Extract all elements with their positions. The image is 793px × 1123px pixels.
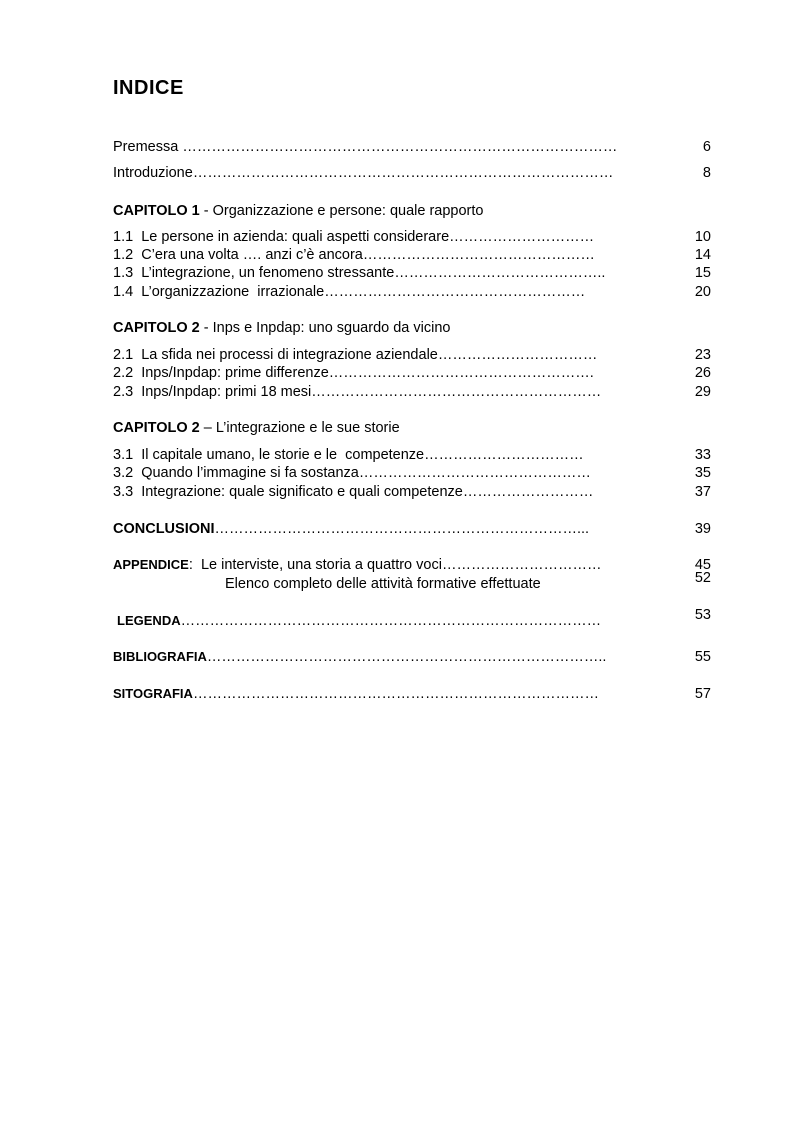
- toc-entry-legenda[interactable]: [113, 607, 713, 630]
- toc-label: Premessa: [113, 139, 183, 155]
- toc-entry-3-3[interactable]: [113, 483, 713, 501]
- toc-page-number: 37: [694, 484, 711, 500]
- toc-entry-sitografia[interactable]: [113, 685, 713, 703]
- toc-label: CONCLUSIONI: [113, 521, 215, 537]
- toc-entry-bibliografia[interactable]: [113, 648, 713, 666]
- toc-page-number: 57: [694, 686, 711, 702]
- chapter-label: CAPITOLO 2: [113, 320, 200, 336]
- chapter-title: - Inps e Inpdap: uno sguardo da vicino: [199, 320, 451, 336]
- toc-leader: …………………………………………: [362, 247, 595, 263]
- toc-entry-1-1[interactable]: [113, 228, 713, 246]
- toc-leader: ……………………………: [441, 557, 602, 573]
- toc-label: 3.3 Integrazione: quale significato e quali competenze: [113, 484, 463, 500]
- toc-page-number: 6: [702, 139, 711, 155]
- toc-leader: ………………………………………………………………………………: [182, 139, 618, 155]
- chapter-label: CAPITOLO 1: [113, 203, 200, 219]
- toc-entry-2-1[interactable]: [113, 346, 713, 364]
- chapter-3-heading[interactable]: [113, 419, 400, 437]
- toc-page-number: 39: [694, 521, 711, 537]
- toc-entry-2-3[interactable]: [113, 383, 713, 401]
- toc-leader: ……………………………………………………………………………: [192, 165, 614, 181]
- toc-entry-2-2[interactable]: [113, 364, 713, 382]
- toc-label: 3.1 Il capitale umano, le storie e le competenze: [113, 447, 425, 463]
- toc-entry-1-3[interactable]: [113, 264, 713, 282]
- toc-page-number: 20: [694, 284, 711, 300]
- toc-page-number: 29: [694, 384, 711, 400]
- toc-page-number: 53: [694, 607, 711, 623]
- toc-entry-3-1[interactable]: [113, 446, 713, 464]
- toc-leader: ………………………………………………: [324, 284, 586, 300]
- toc-page-number: 52: [694, 570, 711, 586]
- toc-leader: …………………………………………: [358, 465, 591, 481]
- toc-label: 3.2 Quando l’immagine si fa sostanza: [113, 465, 359, 481]
- toc-entry-appendice-elenco[interactable]: Elenco completo delle attività formative effettuate: [225, 576, 541, 592]
- toc-label: 1.3 L’integrazione, un fenomeno stressante: [113, 265, 395, 281]
- toc-leader: ……………………………: [424, 447, 584, 463]
- toc-page-number: 26: [694, 365, 711, 381]
- toc-page-number: 35: [694, 465, 711, 481]
- toc-page-number: 23: [694, 347, 711, 363]
- toc-leader: ……………………………………………….: [328, 365, 594, 381]
- toc-leader: ……………………………: [437, 347, 598, 363]
- toc-label: BIBLIOGRAFIA: [113, 649, 207, 664]
- toc-label: LEGENDA: [117, 613, 181, 628]
- chapter-2-heading[interactable]: [113, 319, 450, 337]
- toc-leader: ……………………………………………………………………………: [180, 613, 602, 629]
- chapter-title: - Organizzazione e persone: quale rapporto: [199, 203, 484, 219]
- toc-entry-1-4[interactable]: [113, 283, 713, 301]
- toc-page-number: 10: [694, 229, 711, 245]
- toc-entry-1-2[interactable]: [113, 246, 713, 264]
- toc-label: 2.1 La sfida nei processi di integrazione aziendale: [113, 347, 438, 363]
- toc-entry-introduzione[interactable]: [113, 164, 713, 182]
- toc-page-number: 15: [694, 265, 711, 281]
- toc-page-number: 55: [694, 649, 711, 665]
- toc-leader: ……………………………………..: [394, 265, 606, 281]
- toc-page-number: 33: [694, 447, 711, 463]
- toc-label: Introduzione: [113, 165, 193, 181]
- page-title: INDICE: [113, 77, 184, 99]
- toc-label: 1.2 C’era una volta …. anzi c’è ancora: [113, 247, 363, 263]
- toc-label: 2.3 Inps/Inpdap: primi 18 mesi: [113, 384, 312, 400]
- chapter-1-heading[interactable]: [113, 202, 483, 220]
- toc-entry-3-2[interactable]: [113, 464, 713, 482]
- toc-label: 2.2 Inps/Inpdap: prime differenze: [113, 365, 329, 381]
- toc-label: 1.1 Le persone in azienda: quali aspetti considerare: [113, 229, 450, 245]
- toc-leader: …………………………………………………………………………: [192, 686, 599, 702]
- chapter-label: CAPITOLO 2: [113, 420, 200, 436]
- toc-leader: ………………………: [462, 484, 594, 500]
- toc-label: APPENDICE: [113, 557, 189, 572]
- toc-entry-appendice-elenco-page: [113, 569, 713, 587]
- toc-page-number: 8: [702, 165, 711, 181]
- toc-page-number: 45: [694, 557, 711, 573]
- toc-page-number: 14: [694, 247, 711, 263]
- toc-leader: ………………………………………………………………………..: [206, 649, 607, 665]
- toc-label-detail: : Le interviste, una storia a quattro voci: [188, 557, 442, 573]
- toc-label: SITOGRAFIA: [113, 686, 193, 701]
- toc-leader: …………………………: [449, 229, 595, 245]
- chapter-title: – L’integrazione e le sue storie: [199, 420, 400, 436]
- toc-entry-conclusioni[interactable]: [113, 520, 713, 538]
- toc-leader: …………………………………………………………………...: [214, 521, 590, 537]
- toc-entry-premessa[interactable]: [113, 138, 713, 156]
- toc-leader: ……………………………………………………: [311, 384, 602, 400]
- toc-label: 1.4 L’organizzazione irrazionale: [113, 284, 325, 300]
